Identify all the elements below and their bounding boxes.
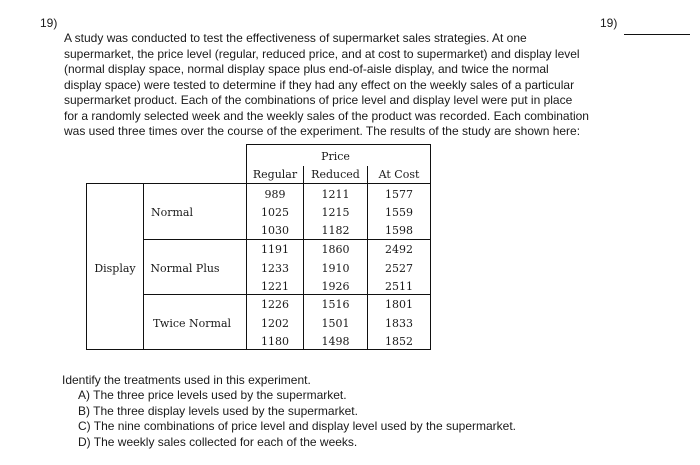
- prompt-text: Identify the treatments used in this experiment.: [62, 373, 311, 387]
- table-rule: [143, 294, 431, 295]
- group-label: Normal: [150, 206, 193, 219]
- question-number: 19): [40, 16, 58, 30]
- question-line: A study was conducted to test the effectiveness of supermarket sales strategies. At one: [64, 31, 527, 45]
- table-cell: 1025: [261, 206, 289, 219]
- table-cell: 989: [264, 188, 286, 201]
- option-d[interactable]: D) The weekly sales collected for each of the weeks.: [78, 434, 358, 449]
- table-rule: [430, 144, 431, 350]
- question-line: for a randomly selected week and the weekly sales of the product was recorded. Each combination: [64, 108, 589, 123]
- option-a[interactable]: A) The three price levels used by the supermarket.: [78, 388, 347, 402]
- table-cell: 1226: [261, 298, 289, 311]
- table-rule: [143, 239, 431, 240]
- factor-label: Display: [94, 262, 136, 275]
- question-prompt: [62, 373, 311, 389]
- table-cell: 1926: [321, 280, 350, 293]
- table-rule: [86, 349, 431, 350]
- question-line: display space) were tested to determine if they had any effect on the weekly sales of a particular: [64, 77, 575, 92]
- table-cell: 1559: [385, 206, 413, 219]
- table-cell: 1577: [385, 188, 413, 201]
- table-cell: 1191: [261, 243, 289, 256]
- table-cell: 1215: [321, 206, 350, 219]
- table-cell: 1852: [385, 335, 413, 348]
- table-cell: 1180: [261, 335, 289, 348]
- option-c[interactable]: C) The nine combinations of price level and display level used by the supermarket.: [78, 419, 517, 433]
- table-cell: 1910: [321, 262, 350, 275]
- table-cell: 1501: [321, 317, 350, 330]
- column-header: At Cost: [378, 168, 420, 181]
- table-cell: 1211: [321, 188, 350, 201]
- table-cell: 1498: [321, 335, 350, 348]
- table-cell: 1030: [261, 224, 289, 237]
- table-cell: 1221: [261, 280, 289, 293]
- table-cell: 1598: [385, 224, 413, 237]
- table-cell: 1182: [321, 224, 350, 237]
- table-cell: 1833: [385, 317, 413, 330]
- column-header: Regular: [252, 168, 298, 181]
- question-line: supermarket, the price level (regular, reduced price, and at cost to supermarket) and display level: [64, 46, 580, 61]
- question-line: supermarket product. Each of the combinations of price level and display level were put in place: [64, 93, 573, 107]
- column-header: Reduced: [311, 168, 360, 181]
- question-line: (normal display space, normal display space plus end-of-aisle display, and twice the normal: [64, 62, 549, 76]
- table-rule: [86, 183, 431, 184]
- group-label: Twice Normal: [152, 317, 232, 330]
- option-b[interactable]: B) The three display levels used by the supermarket.: [78, 403, 358, 418]
- table-cell: 2527: [385, 262, 413, 275]
- answer-options: [78, 388, 516, 450]
- table-cell: 1233: [261, 262, 289, 275]
- price-header: Price: [321, 150, 350, 163]
- table-rule: [246, 144, 431, 145]
- table-cell: 1202: [261, 317, 289, 330]
- table-cell: 1860: [321, 243, 350, 256]
- table-cell: 2492: [385, 243, 413, 256]
- answer-number: 19): [600, 16, 618, 30]
- table-cell: 2511: [385, 280, 413, 293]
- group-label: Normal Plus: [150, 262, 220, 275]
- table-cell: 1801: [385, 298, 413, 311]
- question-line: was used three times over the course of the experiment. The results of the study are shown here:: [64, 124, 581, 138]
- table-cell: 1516: [321, 298, 350, 311]
